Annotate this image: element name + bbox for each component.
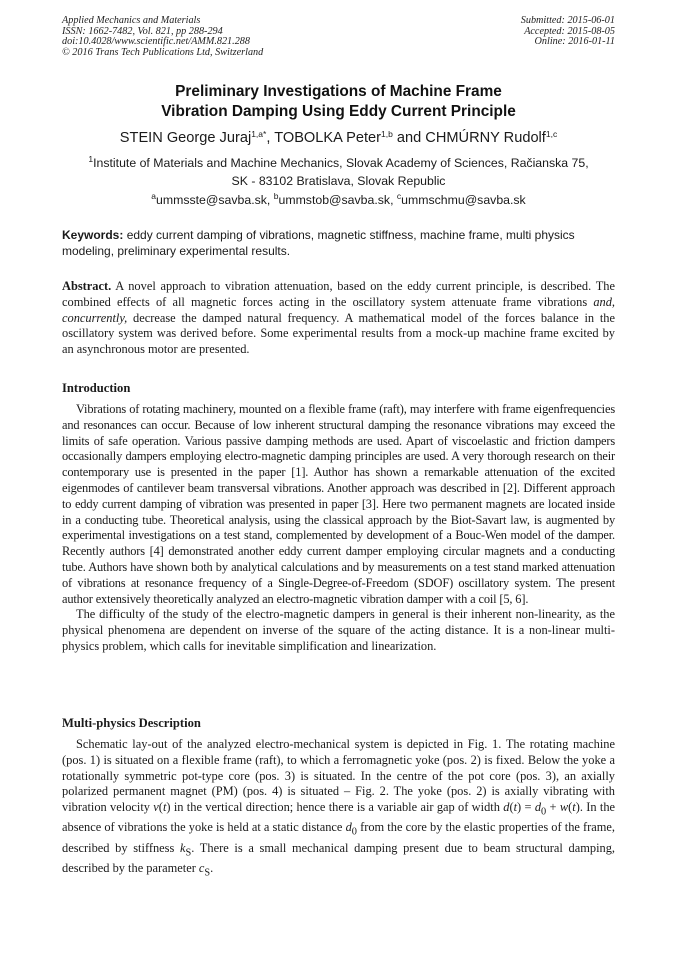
author-name: TOBOLKA Peter — [274, 130, 381, 146]
math-var: t — [572, 800, 576, 815]
math-sub: S — [204, 867, 211, 879]
affiliation-text: Institute of Materials and Machine Mechanics, Slovak Academy of Sciences, Račianska 75, — [93, 156, 589, 170]
math-paren: ( — [158, 800, 163, 815]
abstract-italic: and, concurrently, — [62, 294, 615, 325]
journal-info — [62, 16, 263, 58]
math-op: = — [521, 800, 535, 815]
paper-title — [62, 82, 615, 121]
math-var: w — [559, 800, 569, 815]
accepted-date: Accepted: 2015-08-05 — [524, 25, 615, 37]
math-paren: ) — [575, 800, 580, 815]
math-var: c — [198, 860, 205, 875]
text-run: Schematic lay-out of the analyzed electro-mechanical system is depicted in Fig. 1. The rotating machine (pos. 1) is situated on a flexible frame (raft), to which a ferromagnetic yoke (pos. 2) is fixed. Below the yoke a rotationally symmetric pot-type core (pos. 3) is situated. In the centre of the pot core (pos. 3), an axially polarized permanent magnet (PM) (pos. 4) is situated – Fig. 2. The yoke (pos. 2) is axially vibrating with vibration velocity — [62, 737, 615, 815]
issn-line: ISSN: 1662-7482, Vol. 821, pp 288-294 — [62, 25, 223, 37]
introduction-body — [62, 402, 615, 655]
author-superscript: 1,b — [381, 129, 393, 139]
math-paren: ) — [517, 800, 522, 815]
text-run: . — [210, 860, 214, 875]
affiliation-line-1 — [62, 155, 615, 173]
submission-dates — [521, 16, 615, 48]
math-var: k — [180, 840, 186, 855]
email-address: ummstob@savba.sk, — [278, 193, 397, 207]
paragraph: The difficulty of the study of the electro-magnetic dampers in general is their inherent non-linearity, as the physical phenomena are dependent on inverse of the square of the acting distance. It is a non-linear multi-physics problem, which calls for inevitable simplification and linearization. — [62, 607, 615, 653]
affiliation-line-2: SK - 83102 Bratislava, Slovak Republic — [231, 173, 446, 188]
copyright-line: © 2016 Trans Tech Publications Ltd, Switzerland — [62, 46, 264, 58]
author-separator: and — [392, 130, 426, 146]
affiliation — [62, 155, 615, 190]
author-separator: , — [266, 130, 275, 146]
math-var: v — [153, 800, 159, 815]
journal-name: Applied Mechanics and Materials — [62, 15, 201, 26]
affiliation-superscript: 1 — [88, 154, 94, 164]
math-paren: ( — [509, 800, 514, 815]
abstract-text: decrease the damped natural frequency. A mathematical model of the forces balance in the oscillatory system was derived before. Some experimental results from a mock-up machine frame excited by an asynchronous motor are presented. — [62, 310, 615, 357]
paragraph — [62, 737, 615, 881]
math-var: t — [513, 800, 518, 815]
section-heading-introduction: Introduction — [62, 381, 131, 395]
text-run: in the vertical direction; hence there is a variable air gap of width — [170, 800, 504, 815]
email-address: ummsste@savba.sk, — [156, 193, 274, 207]
title-line-1: Preliminary Investigations of Machine Frame — [175, 83, 502, 100]
email-superscript: c — [396, 191, 402, 201]
email-superscript: b — [273, 191, 279, 201]
keywords-block — [62, 228, 615, 259]
email-address: ummschmu@savba.sk — [401, 193, 526, 207]
math-var: d — [503, 800, 510, 815]
paragraph: Vibrations of rotating machinery, mounted on a flexible frame (raft), may interfere with frame eigenfrequencies and resonances can occur. Because of low inherent structural damping the resonance vibrations may exceed the limits of safe operation. Various passive damping methods are used. Apart of viscoelastic and friction dampers occasionally dampers employing electro-magnetic damping principles are used. A very thorough research on their contemporary use is presented in the paper [1]. Author has shown a remarkable attenuation of the excited eigenmodes of cantilever beam transversal vibrations. Another approach was described in [2]. Different approach to eddy current damping of vibration was presented in paper [3]. Here two permanent magnets are located inside in a conducting tube. Theoretical analysis, using the classical approach by the Biot-Savart law, is augmented by experimental investigations on a test stand, complemented by development of a Bouc-Wen model of the damper. Recently authors [4] demonstrated another eddy current damper employing circular magnets and a conducting tube. Authors have shown both by analytical calculations and by measurements on a test stand marked attenuation of vibrations at resonance frequency of a Single-Degree-of-Freedom (SDOF) oscillatory system. The present author extensively theoretically analyzed an electro-magnetic vibration damper with a coil [5, 6]. — [62, 402, 615, 606]
multiphysics-body — [62, 737, 615, 881]
math-sub: 0 — [351, 826, 357, 838]
math-sub: S — [185, 847, 192, 859]
math-sub: 0 — [541, 806, 547, 818]
author-name: STEIN George Juraj — [119, 130, 252, 146]
math-op: + — [546, 800, 560, 815]
text-run: . There is a small mechanical damping present due to beam structural damping, described by the parameter — [62, 840, 615, 875]
abstract-text: A novel approach to vibration attenuation, based on the eddy current principle, is described. The combined effects of all magnetic forces acting in the oscillatory system attenuate frame vibrations — [62, 279, 615, 309]
math-paren: ) — [166, 800, 171, 815]
author-name: CHMÚRNY Rudolf — [425, 130, 546, 146]
submitted-date: Submitted: 2015-06-01 — [520, 15, 615, 26]
keywords-text: eddy current damping of vibrations, magnetic stiffness, machine frame, multi physics modeling, preliminary experimental results. — [62, 228, 575, 258]
math-var: d — [534, 800, 542, 815]
math-paren: ( — [568, 800, 573, 815]
email-superscript: a — [151, 191, 157, 201]
math-var: t — [162, 800, 167, 815]
author-superscript: 1,a* — [251, 129, 267, 139]
author-emails — [62, 192, 615, 208]
abstract-block — [62, 279, 615, 358]
doi-line: doi:10.4028/www.scientific.net/AMM.821.288 — [62, 36, 250, 48]
title-line-2: Vibration Damping Using Eddy Current Principle — [161, 102, 516, 120]
online-date: Online: 2016-01-11 — [534, 36, 615, 48]
author-superscript: 1,c — [545, 129, 558, 139]
text-run: from the core by the elastic properties of the frame, described by stiffness — [62, 820, 616, 855]
keywords-label: Keywords: — [62, 228, 124, 242]
abstract-label: Abstract. — [62, 279, 112, 293]
math-var: d — [345, 820, 352, 835]
section-heading-multiphysics: Multi-physics Description — [62, 716, 201, 730]
author-list — [62, 129, 615, 147]
text-run: . In the absence of vibrations the yoke is held at a static distance — [62, 800, 616, 835]
